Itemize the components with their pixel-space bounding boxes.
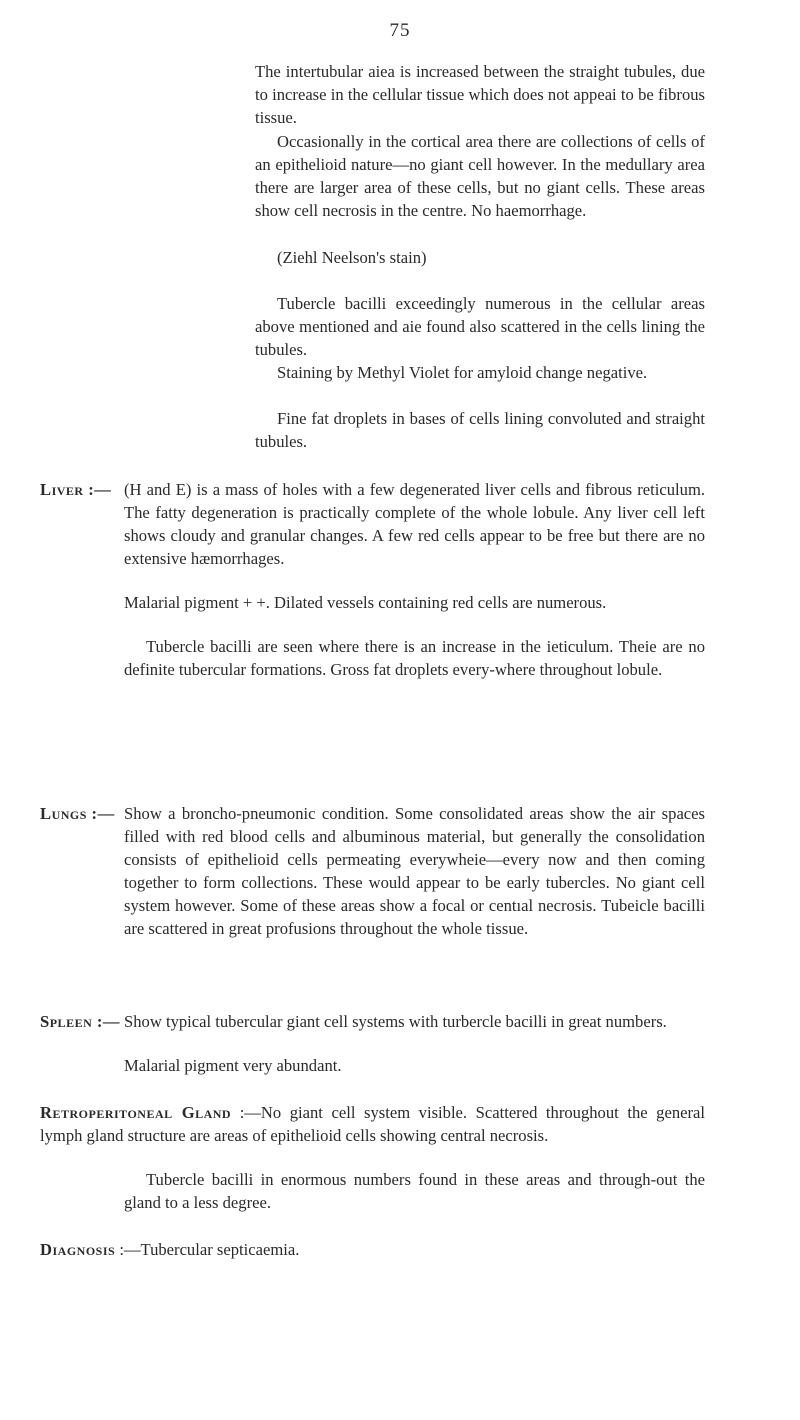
retroperitoneal-paragraph-1: :—No giant cell system visible. Scattered throughout the general lymph gland structure are areas of epithelioid cells showing central necrosis. — [40, 1103, 705, 1145]
lungs-section — [40, 802, 705, 940]
diagnosis-section — [40, 1238, 705, 1261]
kidney-paragraph-5-wrap — [277, 361, 707, 405]
diagnosis-label: Diagnosis — [40, 1240, 116, 1259]
diagnosis-line — [40, 1238, 705, 1261]
retroperitoneal-paragraph-2: Tubercle bacilli in enormous numbers found in these areas and through-out the gland to a less degree. — [124, 1170, 705, 1212]
page-number: 75 — [389, 20, 411, 41]
lungs-paragraph-1: Show a broncho-pneumonic condition. Some consolidated areas show the air spaces filled with red blood cells and albuminous material, but generally the consolidation consists of epithelioid cells permeating everywheie—every now and then coming together to form collections. These would appear to be early tubercles. No giant cell system however. Some of these areas show a focal or centıal necrosis. Tubeicle bacilli are scattered in great profusions throughout the whole tissue. — [124, 804, 705, 938]
kidney-section — [255, 60, 705, 129]
liver-label: Liver :— — [40, 480, 112, 499]
spleen-paragraph-1: Show typical tubercular giant cell systems with turbercle bacilli in great numbers. — [124, 1012, 667, 1031]
retroperitoneal-paragraph-1-wrap — [40, 1101, 705, 1147]
kidney-paragraph-3-wrap — [277, 246, 707, 290]
liver-paragraph-1: (H and E) is a mass of holes with a few degenerated liver cells and fibrous reticulum. The fatty degeneration is practically complete of the whole lobule. Any liver cell left shows cloudy and granular changes. A few red cells appear to be free but there are no extensive hæmorrhages. — [124, 480, 705, 568]
kidney-paragraph-5: Staining by Methyl Violet for amyloid change negative. — [277, 363, 648, 382]
kidney-paragraph-1: The intertubular aiea is increased between the straight tubules, due to increase in the cellular tissue which does not appeai to be fibrous tissue. — [255, 62, 705, 127]
spleen-section — [40, 1010, 705, 1077]
kidney-paragraph-3: (Ziehl Neelson's stain) — [277, 248, 427, 267]
retroperitoneal-section — [40, 1101, 705, 1214]
kidney-paragraph-2-wrap — [255, 130, 705, 243]
liver-body — [124, 478, 705, 681]
spleen-label: Spleen :— — [40, 1012, 121, 1031]
kidney-paragraph-4: Tubercle bacilli exceedingly numerous in the cellular areas above mentioned and aie found also scattered in the cells lining the tubules. — [255, 294, 705, 359]
retroperitoneal-label: Retroperitoneal Gland — [40, 1103, 232, 1122]
kidney-paragraph-2: Occasionally in the cortical area there are collections of cells of an epithelioid nature—no giant cell however. In the medullary area there are larger area of these cells, but no giant cells. These areas show cell necrosis in the centre. No haemorrhage. — [255, 132, 705, 220]
spleen-paragraph-2: Malarial pigment very abundant. — [124, 1056, 342, 1075]
lungs-body — [124, 802, 705, 940]
diagnosis-text: :—Tubercular septicaemia. — [119, 1240, 300, 1259]
kidney-paragraph-6: Fine fat droplets in bases of cells lining convoluted and straight tubules. — [255, 409, 705, 451]
liver-paragraph-3: Tubercle bacilli are seen where there is an increase in the ieticulum. Theie are no definite tubercular formations. Gross fat droplets every-where throughout lobule. — [124, 637, 705, 679]
kidney-paragraph-6-wrap — [255, 407, 705, 474]
lungs-label: Lungs :— — [40, 804, 115, 823]
liver-paragraph-2: Malarial pigment + +. Dilated vessels containing red cells are numerous. — [124, 593, 607, 612]
liver-section — [40, 478, 705, 681]
spleen-body — [124, 1010, 705, 1077]
